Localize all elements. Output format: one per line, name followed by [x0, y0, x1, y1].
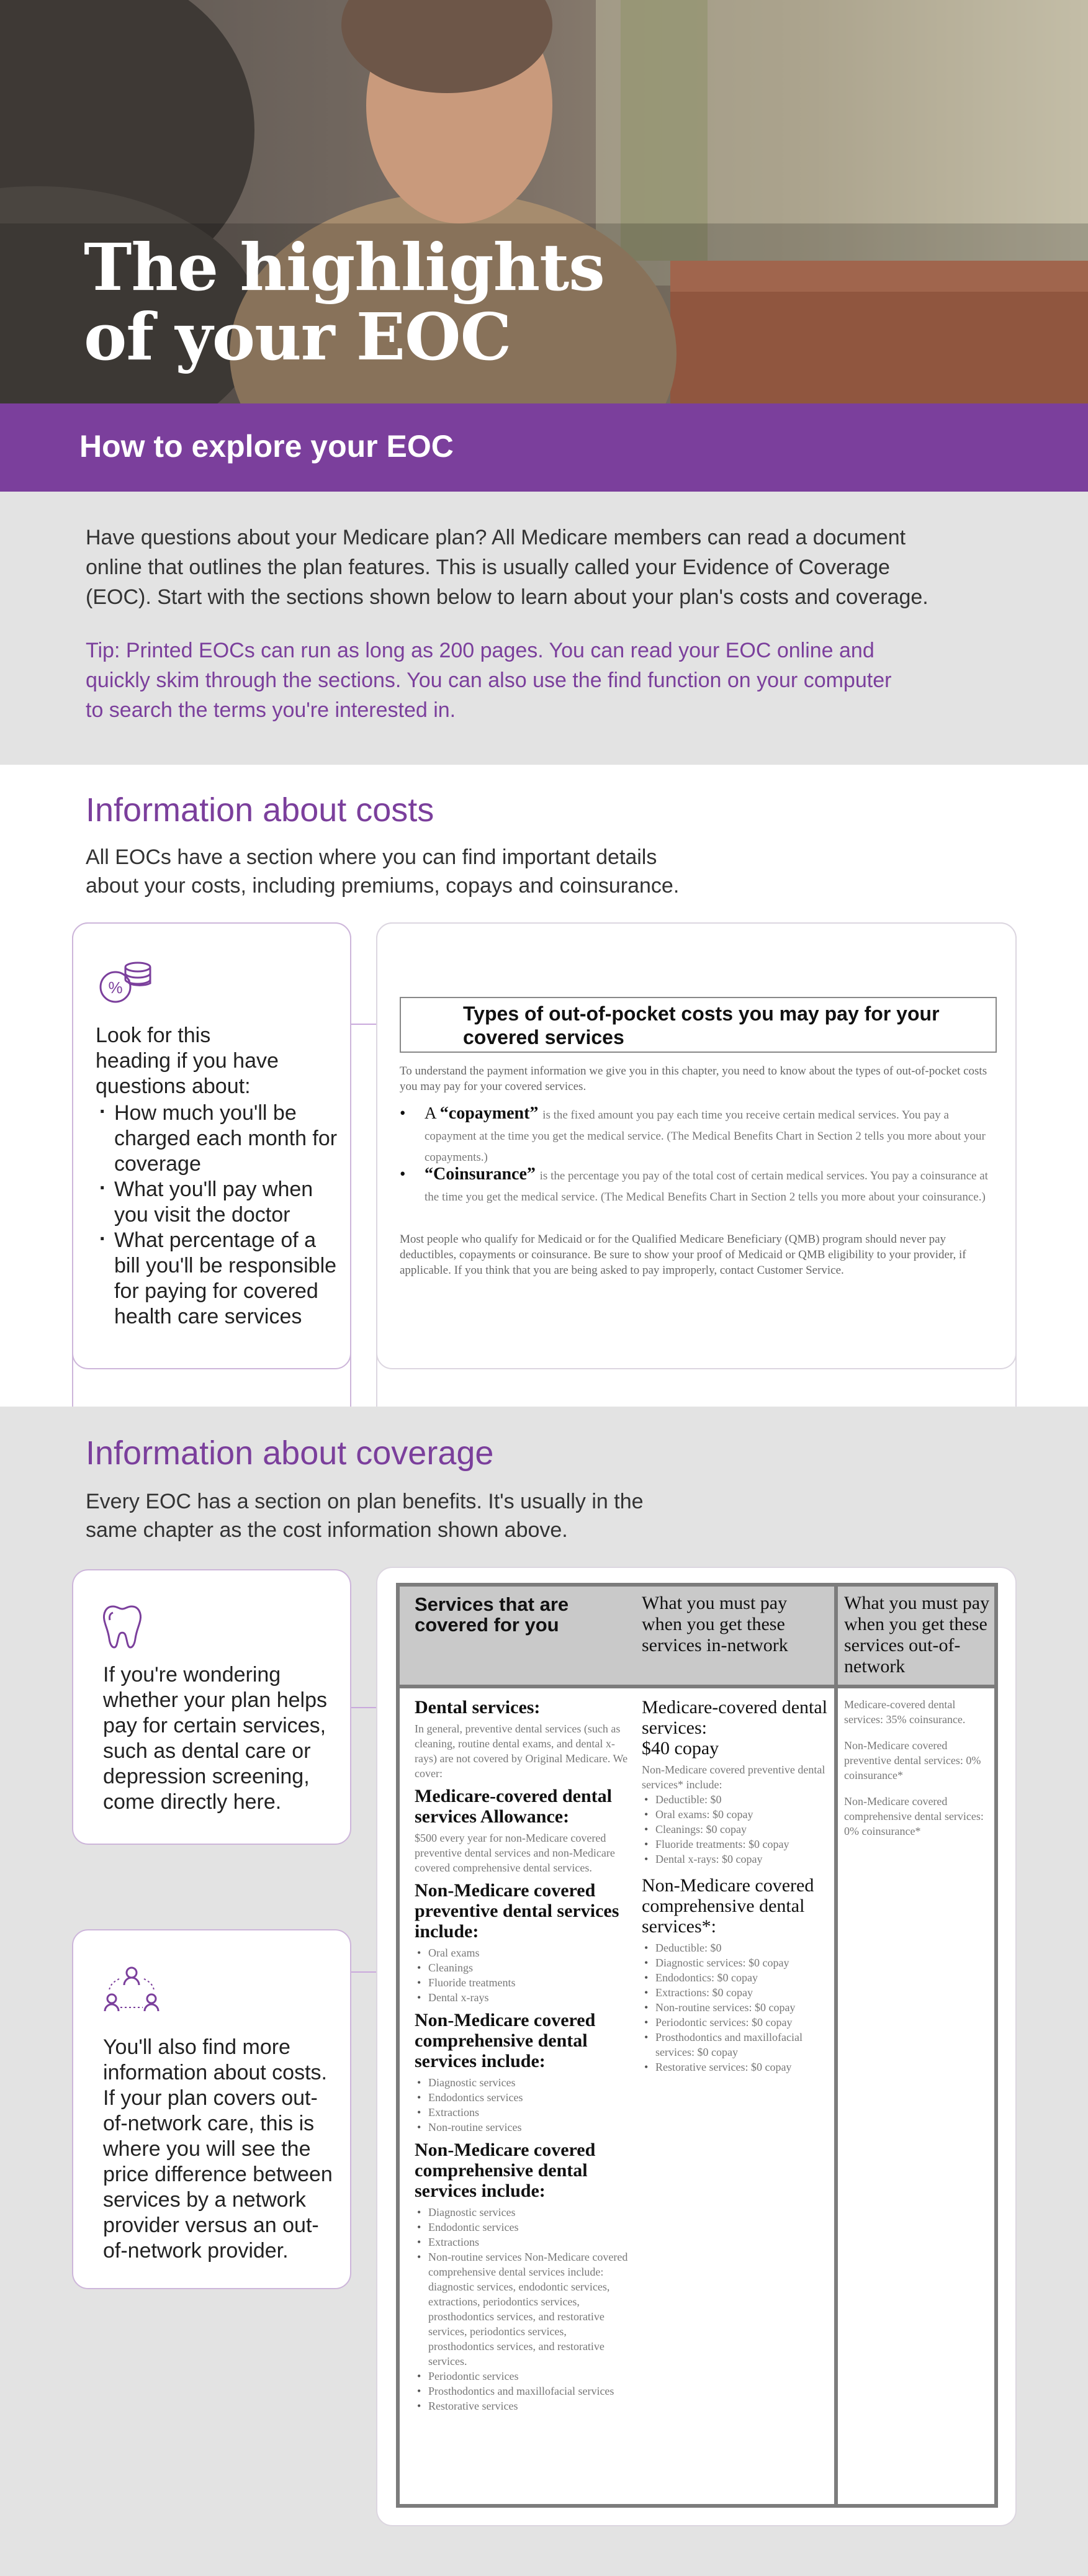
- band-title: How to explore your EOC: [79, 429, 454, 464]
- list-item: • Cleanings: $0 copay: [642, 1822, 828, 1837]
- row-title: Non-Medicare covered comprehensive dental services include:: [415, 2010, 596, 2071]
- row-title: Non-Medicare covered comprehensive dental services include:: [415, 2140, 596, 2201]
- list-item: • Dental x-rays: [415, 1990, 632, 2005]
- costs-card-text: [96, 1023, 344, 1330]
- row-title: Medicare-covered dental services Allowance:: [415, 1786, 612, 1827]
- row-text: In general, preventive dental services (such as cleaning, routine dental exams, and dental x-rays) are not covered by Original Medicare. We cover:: [415, 1723, 628, 1780]
- doc-copayment-text: is the fixed amount you pay each time you receive certain medical services. You pay a copayment at the time you get the medical service. (The Medical Benefits Chart in Section 2 tells you more about your copayments.): [425, 1109, 986, 1164]
- row-text: Non-Medicare covered preventive dental services* include:: [642, 1763, 825, 1791]
- table-col-in-network: [642, 1697, 828, 2074]
- row-list: [415, 2205, 632, 2413]
- network-people-icon: [101, 1960, 163, 2020]
- list-item: • Extractions: $0 copay: [642, 1985, 828, 2000]
- list-item: • Non-routine services Non-Medicare covered comprehensive dental services include: diagnostic services, endodontic services, extractions, periodontics services, prosthodontics services, and restorative services, periodontics services, prosthodontics services, and restorative services.: [415, 2249, 632, 2369]
- list-item: • Prosthodontics and maxillofacial services: [415, 2384, 632, 2398]
- table-col-out-of-network: [844, 1697, 991, 1839]
- list-item: • Fluoride treatments: [415, 1975, 632, 1990]
- doc-bullet-prefix: A: [425, 1104, 436, 1122]
- row-price: $40 copay: [642, 1738, 719, 1759]
- svg-text:%: %: [108, 978, 123, 997]
- tooth-icon: [101, 1603, 144, 1650]
- doc-heading-box: [400, 997, 997, 1053]
- intro-tip: Tip: Printed EOCs can run as long as 200 pages. You can read your EOC online and quickly skim through the sections. You can also use the find function on your computer to search the terms you're interested in.: [86, 639, 892, 722]
- costs-tip-card: [72, 922, 351, 1369]
- list-item: • Oral exams: $0 copay: [642, 1807, 828, 1822]
- row-text: Non-Medicare covered preventive dental services: 0% coinsurance*: [844, 1739, 981, 1781]
- coverage-card-services-text: If you're wondering whether your plan helps pay for certain services, such as dental care or depression screening, come directly here.: [103, 1663, 328, 1814]
- list-item: • Periodontic services: $0 copay: [642, 2015, 828, 2030]
- header-out-of-network: What you must pay when you get these services out-of-network: [844, 1593, 990, 1677]
- coverage-title: Information about coverage: [86, 1434, 494, 1472]
- list-item: • Non-routine services: [415, 2120, 632, 2135]
- costs-desc: All EOCs have a section where you can find important details about your costs, including premiums, copays and coinsurance.: [86, 845, 680, 898]
- list-item: • Oral exams: [415, 1945, 632, 1960]
- hero: [0, 0, 1088, 403]
- row-title: Non-Medicare covered preventive dental services include:: [415, 1880, 619, 1942]
- doc-outro: Most people who qualify for Medicaid or for the Qualified Medicare Beneficiary (QMB) program should never pay deductibles, copayments or coinsurance. Be sure to show your proof of Medicaid or QMB eligibility to your provider, if applicable. If you think that you are being asked to pay improperly, contact Customer Service.: [400, 1233, 966, 1277]
- row-list: [415, 1945, 632, 2005]
- header-in-network: What you must pay when you get these services in-network: [642, 1593, 788, 1655]
- eoc-excerpt-costs: [376, 922, 1017, 1369]
- costs-card-list: [96, 1101, 344, 1330]
- costs-title: Information about costs: [86, 791, 434, 829]
- benefits-table: [396, 1583, 998, 2508]
- intro-body: Have questions about your Medicare plan? All Medicare members can read a document online that outlines the plan features. This is usually called your Evidence of Coverage (EOC). Start with the sections shown below to learn about your plan's costs and coverage.: [86, 526, 928, 609]
- table-col-services: [415, 1697, 632, 2413]
- doc-bullet-copayment: • A “copayment” is the fixed amount you pay each time you receive certain medical services. You pay a copayment at the time you get the medical service. (The Medical Benefits Chart in Section 2 tells you more about your copayments.): [400, 1104, 986, 1164]
- list-item: • Extractions: [415, 2105, 632, 2120]
- list-item: · How much you'll be charged each month for coverage: [96, 1101, 344, 1177]
- coverage-card-costs-text: You'll also find more information about costs. If your plan covers out-of-network care, this is where you will see the price difference between services by a network provider versus an out-of-network provider.: [103, 2035, 333, 2263]
- coverage-card-costs: [72, 1929, 351, 2289]
- list-item: • Prosthodontics and maxillofacial services: $0 copay: [642, 2030, 828, 2060]
- intro-section: [0, 492, 1088, 765]
- list-item: • Cleanings: [415, 1960, 632, 1975]
- list-item: • Diagnostic services: [415, 2205, 632, 2220]
- list-item: • Dental x-rays: $0 copay: [642, 1852, 828, 1867]
- coverage-desc: Every EOC has a section on plan benefits. It's usually in the same chapter as the cost information shown above.: [86, 1490, 644, 1542]
- row-list: [642, 1940, 828, 2074]
- column-divider: [834, 1587, 838, 2504]
- list-item: • Periodontic services: [415, 2369, 632, 2384]
- coverage-card-services: [72, 1569, 351, 1845]
- list-item: • Deductible: $0: [642, 1792, 828, 1807]
- list-item: • Extractions: [415, 2235, 632, 2249]
- list-item: • Endodontics: $0 copay: [642, 1970, 828, 1985]
- costs-card-lead: Look for this heading if you have questions about:: [96, 1024, 279, 1098]
- list-item: • Restorative services: [415, 2398, 632, 2413]
- list-item: • Endodontics services: [415, 2090, 632, 2105]
- header-services: Services that are covered for you: [415, 1593, 569, 1636]
- hero-title-line-1: The highlights: [84, 229, 605, 305]
- doc-heading: Types of out-of-pocket costs you may pay for your covered services: [463, 1002, 940, 1048]
- list-item: • Non-routine services: $0 copay: [642, 2000, 828, 2015]
- section-band: [0, 403, 1088, 492]
- row-title: Dental services:: [415, 1697, 541, 1718]
- row-text: $500 every year for non-Medicare covered preventive dental services and non-Medicare covered comprehensive dental services.: [415, 1832, 615, 1874]
- doc-term-coinsurance: “Coinsurance”: [425, 1164, 536, 1184]
- doc-coinsurance-text: is the percentage you pay of the total cost of certain medical services. You pay a coinsurance at the time you get the medical service. (The Medical Benefits Chart in Section 2 tells you more about your coinsurance.): [425, 1169, 988, 1204]
- row-list: [642, 1792, 828, 1867]
- row-text: Medicare-covered dental services: 35% coinsurance.: [844, 1698, 966, 1726]
- doc-bullet-coinsurance: • “Coinsurance” is the percentage you pay of the total cost of certain medical services. You pay a coinsurance at the time you get the medical service. (The Medical Benefits Chart in Section 2 tells you more about your coinsurance.): [400, 1164, 988, 1204]
- list-item: · What percentage of a bill you'll be responsible for paying for covered health care services: [96, 1228, 344, 1330]
- list-item: • Deductible: $0: [642, 1940, 828, 1955]
- row-list: [415, 2075, 632, 2135]
- list-item: • Fluoride treatments: $0 copay: [642, 1837, 828, 1852]
- hero-title: [84, 229, 605, 375]
- list-item: · What you'll pay when you visit the doctor: [96, 1177, 344, 1228]
- percent-coins-icon: [94, 958, 156, 1008]
- doc-term-copayment: “copayment”: [439, 1104, 539, 1123]
- row-text: Non-Medicare covered comprehensive dental services: 0% coinsurance*: [844, 1795, 984, 1837]
- list-item: • Diagnostic services: [415, 2075, 632, 2090]
- row-title: Non-Medicare covered comprehensive dental services*:: [642, 1875, 814, 1937]
- hero-title-line-2: of your EOC: [84, 299, 511, 375]
- eoc-excerpt-coverage: [376, 1567, 1017, 2526]
- list-item: • Diagnostic services: $0 copay: [642, 1955, 828, 1970]
- row-title: Medicare-covered dental services:: [642, 1697, 827, 1738]
- doc-intro: To understand the payment information we give you in this chapter, you need to know about the types of out-of-pocket costs you may pay for your covered services.: [400, 1065, 987, 1093]
- list-item: • Endodontic services: [415, 2220, 632, 2235]
- list-item: • Restorative services: $0 copay: [642, 2060, 828, 2074]
